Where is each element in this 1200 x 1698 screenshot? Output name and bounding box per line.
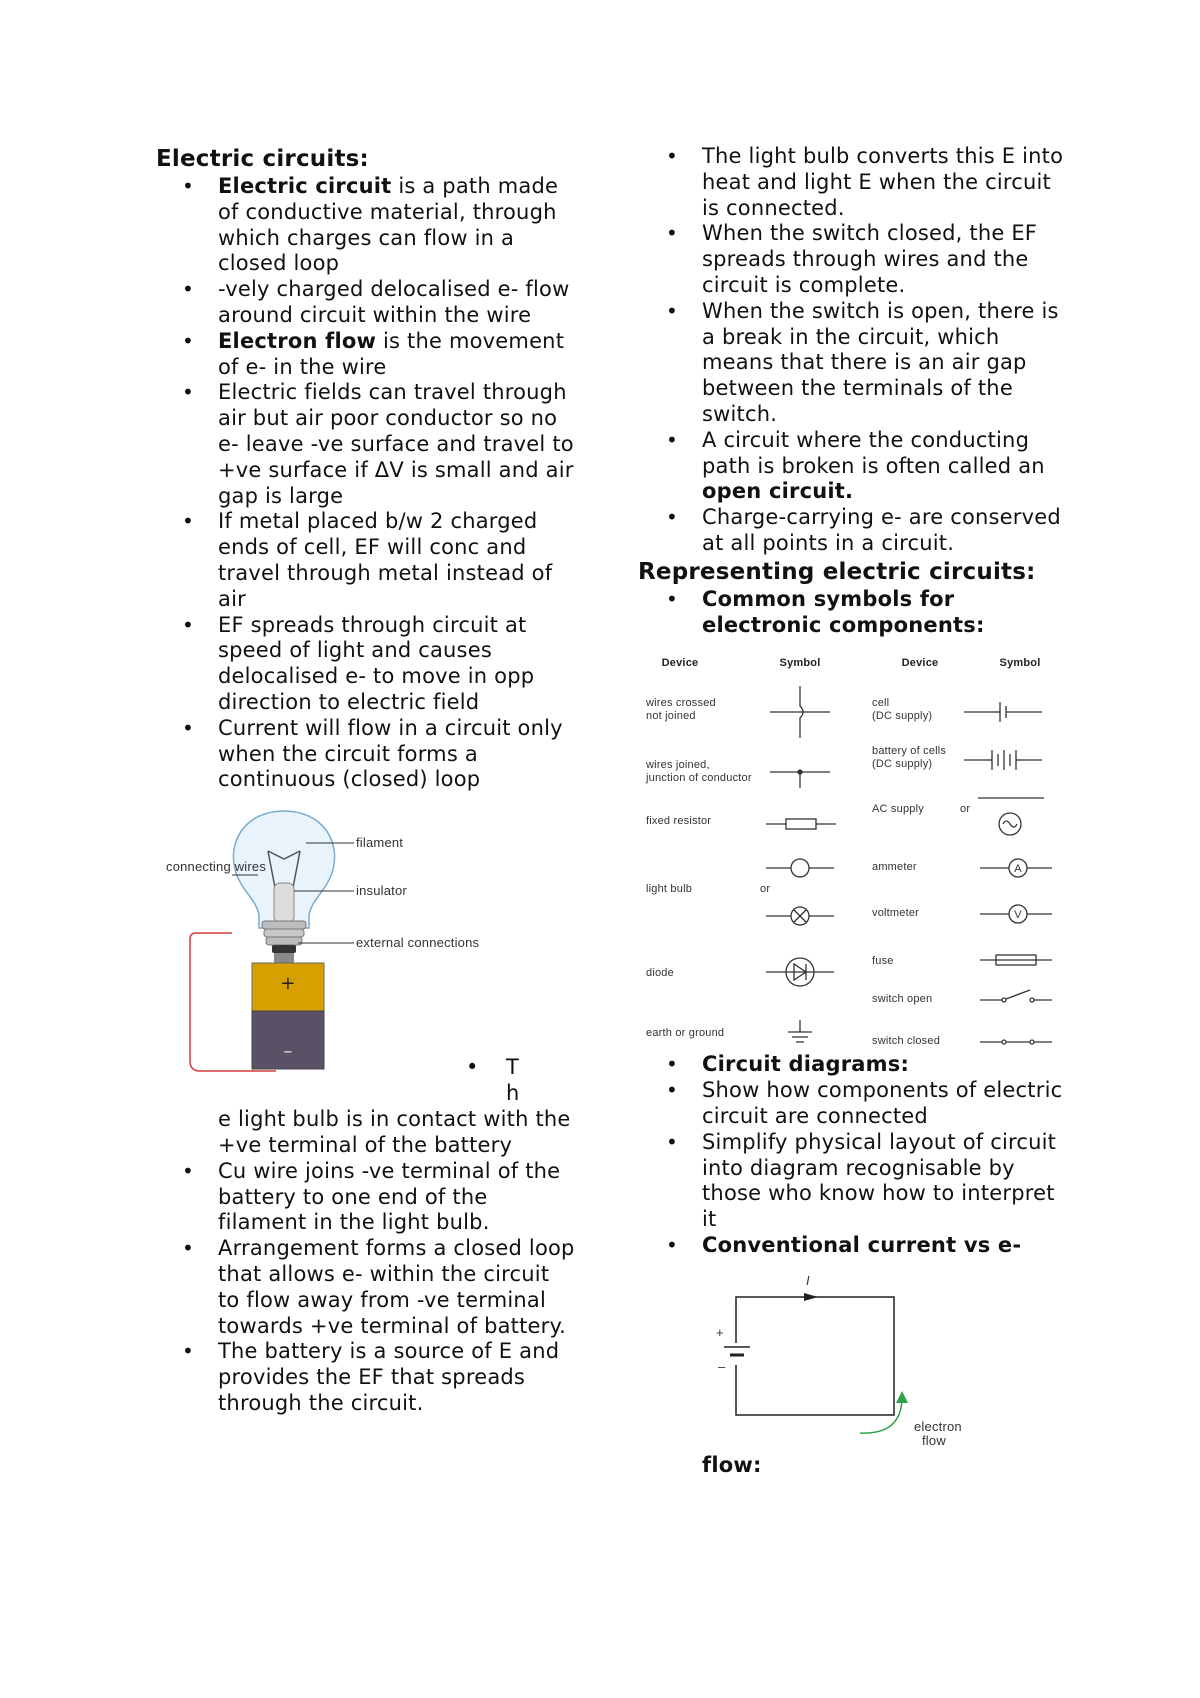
device-label: ammeter [872,861,917,874]
device-label: AC supply [872,803,924,816]
symbol-wires-joined [770,770,830,788]
device-label: switch open [872,993,933,1006]
insulator-label: insulator [356,883,407,899]
symbol-cell [964,702,1042,722]
electron-flow-label: flow [922,1432,946,1448]
bullet-list [156,174,576,793]
list-item: • Conventional current vs e- [640,1233,1070,1259]
left-column [156,144,576,1417]
list-item: • When the switch is open, there is a break in the circuit, which means that there is an air gap between the terminals of the switch. [640,299,1070,428]
device-label: not joined [646,710,696,723]
or-label: or [760,883,771,896]
list-item: • Common symbols for electronic components: [640,587,1070,639]
plus-label: + [716,1324,724,1340]
symbols-bullet [640,587,1070,639]
header-symbol: Symbol [999,657,1041,670]
list-item: • Electron flow is the movement of e- in the wire [156,329,576,381]
bullet-list-right-2 [640,1052,1070,1258]
split-bullet: • T h [466,1055,520,1105]
symbol-ac-supply [978,798,1044,835]
list-item: • Charge-carrying e- are conserved at all points in a circuit. [640,505,1070,557]
device-label: (DC supply) [872,710,933,723]
current-circuit-figure [680,1263,1040,1453]
split-bullet-rest: e light bulb is in contact with the +ve terminal of the battery [218,1107,571,1157]
electron-flow-label: electron [914,1418,962,1434]
list-item: • When the switch closed, the EF spreads through wires and the circuit is complete. [640,221,1070,298]
list-item: • EF spreads through circuit at speed of light and causes delocalised e- to move in opp direction to electric field [156,613,576,716]
symbol-wires-crossed [770,686,830,738]
insulator-shape [274,883,294,923]
header-device: Device [901,657,939,670]
header-device: Device [661,657,699,670]
minus-sign: – [283,1041,293,1063]
device-label: switch closed [872,1035,941,1048]
bullet-list-right [640,144,1070,557]
device-label: voltmeter [872,907,920,920]
header-symbol: Symbol [779,657,821,670]
current-label: I [806,1272,810,1288]
symbol-light-bulb [766,859,834,925]
current-arrow [804,1293,818,1301]
list-item: • Current will flow in a circuit only when the circuit forms a continuous (closed) loop [156,716,576,793]
list-item: • A circuit where the conducting path is broken is often called an open circuit. [640,428,1070,505]
minus-label: – [718,1358,726,1374]
plus-sign: + [280,973,296,995]
list-item: • The light bulb converts this E into heat and light E when the circuit is connected. [640,144,1070,221]
device-label: diode [646,967,674,980]
right-column [640,144,1070,1479]
symbol-switch-closed [980,1040,1052,1044]
list-item: • Arrangement forms a closed loop that allows e- within the circuit to flow away from -ve terminal towards +ve terminal of battery. [156,1236,576,1339]
list-item: • -vely charged delocalised e- flow around circuit within the wire [156,277,576,329]
filament-label: filament [356,835,404,851]
device-label: fuse [872,955,894,968]
svg-text:A: A [1014,863,1022,876]
symbols-table [634,648,1054,1048]
symbol-diode [766,958,834,986]
bulb-battery-figure [156,803,576,1083]
connecting-wires-label: connecting wires [166,859,267,875]
device-label: wires joined, [646,759,710,772]
symbol-switch-open [980,990,1052,1002]
device-label: (DC supply) [872,758,933,771]
list-item: • Electric circuit is a path made of conductive material, through which charges can flow in a closed loop [156,174,576,277]
device-label: light bulb [646,883,693,896]
list-item: • Electric fields can travel through air but air poor conductor so no e- leave -ve surface and travel to +ve surface if ΔV is small and air gap is large [156,380,576,509]
section-heading: Electric circuits: [156,146,369,172]
list-item: • If metal placed b/w 2 charged ends of cell, EF will conc and travel through metal instead of air [156,509,576,612]
symbol-earth [788,1020,812,1042]
svg-text:V: V [1014,909,1022,922]
bullet-list-2 [156,1159,576,1417]
device-label: cell [872,697,890,710]
battery-terminal [274,953,294,963]
symbol-fuse [980,955,1052,965]
symbol-resistor [766,819,836,829]
list-item: • Circuit diagrams: [640,1052,1070,1078]
circuit-loop [736,1297,894,1415]
symbol-battery [964,750,1042,770]
list-item: • The battery is a source of E and provides the EF that spreads through the circuit. [156,1339,576,1416]
list-item: • Cu wire joins -ve terminal of the battery to one end of the filament in the light bulb. [156,1159,576,1236]
device-label: battery of cells [872,745,947,758]
section-heading: Representing electric circuits: [638,558,1036,585]
external-connections-label: external connections [356,935,480,951]
device-label: earth or ground [646,1027,725,1040]
device-label: fixed resistor [646,815,712,828]
or-label: or [960,803,971,816]
list-item: • Simplify physical layout of circuit into diagram recognisable by those who know how to interpret it [640,1130,1070,1233]
device-label: junction of conductor [646,772,752,785]
list-item: • Show how components of electric circuit are connected [640,1078,1070,1130]
device-label: wires crossed [646,697,716,710]
trailing-text: flow: [702,1452,762,1477]
